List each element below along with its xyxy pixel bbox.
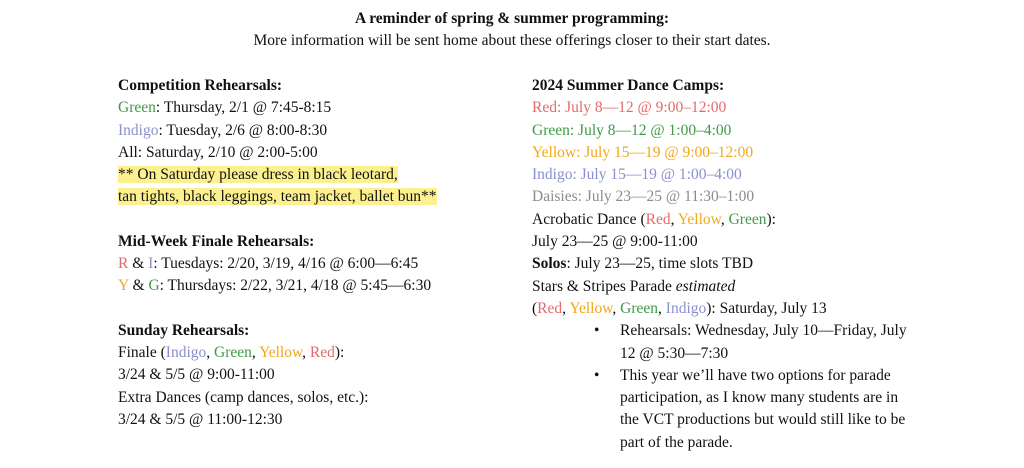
sunday-finale-time: 3/24 & 5/5 @ 9:00-11:00 [118, 366, 275, 384]
list-item: • Rehearsals: Wednesday, July 10—Friday, July 12 @ 5:30—7:30 [532, 320, 920, 365]
dress-note-line-1: ** On Saturday please dress in black leotard, [118, 166, 398, 184]
midweek-yg-line: Y & G: Thursdays: 2/22, 3/21, 4/18 @ 5:45—6:30 [118, 277, 432, 295]
acro-line: Acrobatic Dance (Red, Yellow, Green): [532, 210, 776, 228]
r-label: R [118, 255, 129, 273]
left-column [118, 75, 518, 431]
camp-yellow: Yellow: July 15—19 @ 9:00–12:00 [532, 143, 754, 161]
green-label: Green [118, 99, 156, 117]
sunday-finale-line: Finale (Indigo, Green, Yellow, Red): [118, 343, 345, 361]
competition-green-line [118, 97, 518, 119]
g-label: G [148, 277, 160, 295]
header [0, 8, 1024, 52]
competition-heading: Competition Rehearsals: [118, 77, 283, 94]
sunday-heading: Sunday Rehearsals: [118, 321, 250, 339]
midweek-heading: Mid-Week Finale Rehearsals: [118, 232, 315, 250]
camp-green: Green: July 8—12 @ 1:00–4:00 [532, 121, 732, 139]
summer-camps-heading: 2024 Summer Dance Camps: [532, 77, 725, 94]
i-label: I [148, 255, 154, 273]
document-title: A reminder of spring & summer programming: [354, 10, 669, 27]
parade-bullet-list [532, 320, 992, 454]
midweek-ri-line: R & I: Tuesdays: 2/20, 3/19, 4/16 @ 6:00—6:45 [118, 255, 419, 273]
parade-groups: (Red, Yellow, Green, Indigo): Saturday, July 13 [532, 299, 827, 317]
competition-indigo-line [118, 120, 518, 142]
parade-title: Stars & Stripes Parade estimated [532, 277, 736, 295]
competition-all-line: All: Saturday, 2/10 @ 2:00-5:00 [118, 143, 318, 161]
camp-indigo: Indigo: July 15—19 @ 1:00–4:00 [532, 166, 742, 184]
acro-time: July 23—25 @ 9:00-11:00 [532, 233, 698, 251]
sunday-extra-label: Extra Dances (camp dances, solos, etc.): [118, 388, 369, 406]
indigo-schedule: : Tuesday, 2/6 @ 8:00-8:30 [158, 121, 328, 139]
y-label: Y [118, 277, 129, 295]
document-subtitle: More information will be sent home about these offerings closer to their start dates. [253, 32, 771, 49]
list-item: • This year we’ll have two options for parade participation, as I know many students are in the VCT productions but would still like to be part of the parade. [532, 365, 920, 454]
camp-red: Red: July 8—12 @ 9:00–12:00 [532, 99, 727, 117]
sunday-extra-time: 3/24 & 5/5 @ 11:00-12:30 [118, 410, 283, 428]
dress-note-line-2: tan tights, black leggings, team jacket, ballet bun** [118, 188, 437, 206]
solos-line: Solos: July 23—25, time slots TBD [532, 255, 754, 273]
indigo-label: Indigo [118, 121, 159, 139]
green-schedule: : Thursday, 2/1 @ 7:45-8:15 [155, 99, 332, 117]
camp-daisies: Daisies: July 23—25 @ 11:30–1:00 [532, 188, 755, 206]
right-column [532, 75, 992, 454]
